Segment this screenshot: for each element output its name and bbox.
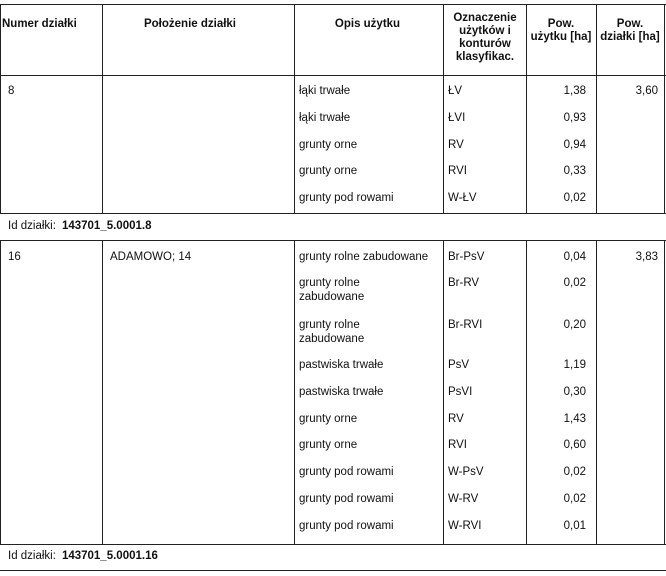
parcel-number: 16: [8, 251, 21, 263]
land-use-description: grunty orne: [299, 413, 358, 425]
land-use-description: pastwiska trwałe: [299, 386, 384, 398]
col-border-3: [443, 4, 444, 213]
land-use-area: 0,02: [563, 192, 586, 204]
land-use-area: 0,30: [563, 386, 586, 398]
land-use-description: grunty pod rowami: [299, 520, 394, 532]
land-use-description: grunty orne: [299, 165, 358, 177]
land-use-symbol: Br-RV: [448, 277, 480, 289]
parcel-separator: [0, 213, 666, 214]
land-use-description: łąki trwałe: [299, 85, 351, 97]
land-use-symbol: W-RVI: [448, 520, 482, 532]
land-use-area: 0,93: [563, 112, 586, 124]
land-use-symbol: Br-PsV: [448, 251, 485, 263]
land-use-symbol: PsV: [448, 359, 470, 371]
land-use-area: 0,02: [563, 493, 586, 505]
land-use-description: grunty orne: [299, 139, 358, 151]
col-border-3: [443, 240, 444, 544]
land-use-area: 0,20: [563, 319, 586, 331]
land-use-description: grunty pod rowami: [299, 466, 394, 478]
land-use-area: 0,02: [563, 277, 586, 289]
land-use-symbol: RV: [448, 413, 464, 425]
parcel-location: ADAMOWO; 14: [110, 251, 192, 263]
header-oznaczenie: Oznaczenie użytków i konturów klasyfikac.: [453, 12, 517, 63]
header-pow-dzialki: Pow. działki [ha]: [600, 18, 660, 43]
col-border-left: [0, 240, 1, 544]
col-border-right: [664, 240, 665, 544]
header-numer: Numer działki: [2, 18, 77, 30]
parcel-area: 3,83: [635, 251, 658, 263]
header-bottom-border: [0, 75, 666, 76]
land-use-area: 0,60: [563, 439, 586, 451]
parcel-separator: [0, 544, 666, 545]
land-use-symbol: W-PsV: [448, 466, 484, 478]
land-use-symbol: RV: [448, 139, 464, 151]
header-polozenie: Położenie działki: [143, 18, 237, 30]
col-border-2: [294, 240, 295, 544]
col-border-5: [596, 240, 597, 544]
parcel-id-row: [8, 220, 151, 232]
header-opis: Opis użytku: [334, 18, 401, 30]
land-use-symbol: ŁVI: [448, 112, 466, 124]
parcel-id-label: Id działki:: [8, 550, 56, 562]
land-use-description: grunty pod rowami: [299, 192, 394, 204]
parcel-id-row: [8, 550, 158, 562]
land-use-area: 1,43: [563, 413, 586, 425]
land-use-area: 1,19: [563, 359, 586, 371]
land-use-area: 0,01: [563, 520, 586, 532]
col-border-1: [102, 240, 103, 544]
parcel-id-value: 143701_5.0001.8: [61, 220, 152, 232]
land-use-symbol: ŁV: [448, 85, 463, 97]
land-use-symbol: W-ŁV: [448, 192, 477, 204]
header-pow-uzytku: Pow. użytku [ha]: [530, 18, 592, 43]
land-use-description: grunty orne: [299, 439, 358, 451]
land-use-area: 0,02: [563, 466, 586, 478]
parcel-id-label: Id działki:: [8, 220, 56, 232]
land-use-area: 1,38: [563, 85, 586, 97]
parcel-id-value: 143701_5.0001.16: [61, 550, 158, 562]
land-use-description: grunty rolne zabudowane: [299, 277, 365, 303]
land-use-area: 0,94: [563, 139, 586, 151]
parcel-number: 8: [8, 85, 15, 97]
parcel-separator: [0, 570, 666, 571]
col-border-4: [526, 4, 527, 213]
parcel-separator: [0, 240, 666, 241]
land-use-area: 0,04: [563, 251, 586, 263]
col-border-5: [596, 4, 597, 213]
land-use-description: grunty pod rowami: [299, 493, 394, 505]
table-top-border: [0, 4, 666, 5]
land-use-symbol: PsVI: [448, 386, 473, 398]
land-use-symbol: Br-RVI: [448, 319, 483, 331]
land-use-description: łąki trwałe: [299, 112, 351, 124]
col-border-2: [294, 4, 295, 213]
land-use-description: grunty rolne zabudowane: [299, 251, 429, 263]
land-use-description: pastwiska trwałe: [299, 359, 384, 371]
land-use-symbol: RVI: [448, 165, 467, 177]
land-use-symbol: RVI: [448, 439, 467, 451]
col-border-4: [526, 240, 527, 544]
col-border-1: [102, 4, 103, 213]
col-border-left: [0, 4, 1, 213]
land-use-symbol: W-RV: [448, 493, 479, 505]
col-border-right: [664, 4, 665, 213]
parcel-area: 3,60: [635, 85, 658, 97]
land-use-area: 0,33: [563, 165, 586, 177]
land-use-description: grunty rolne zabudowane: [299, 319, 365, 345]
